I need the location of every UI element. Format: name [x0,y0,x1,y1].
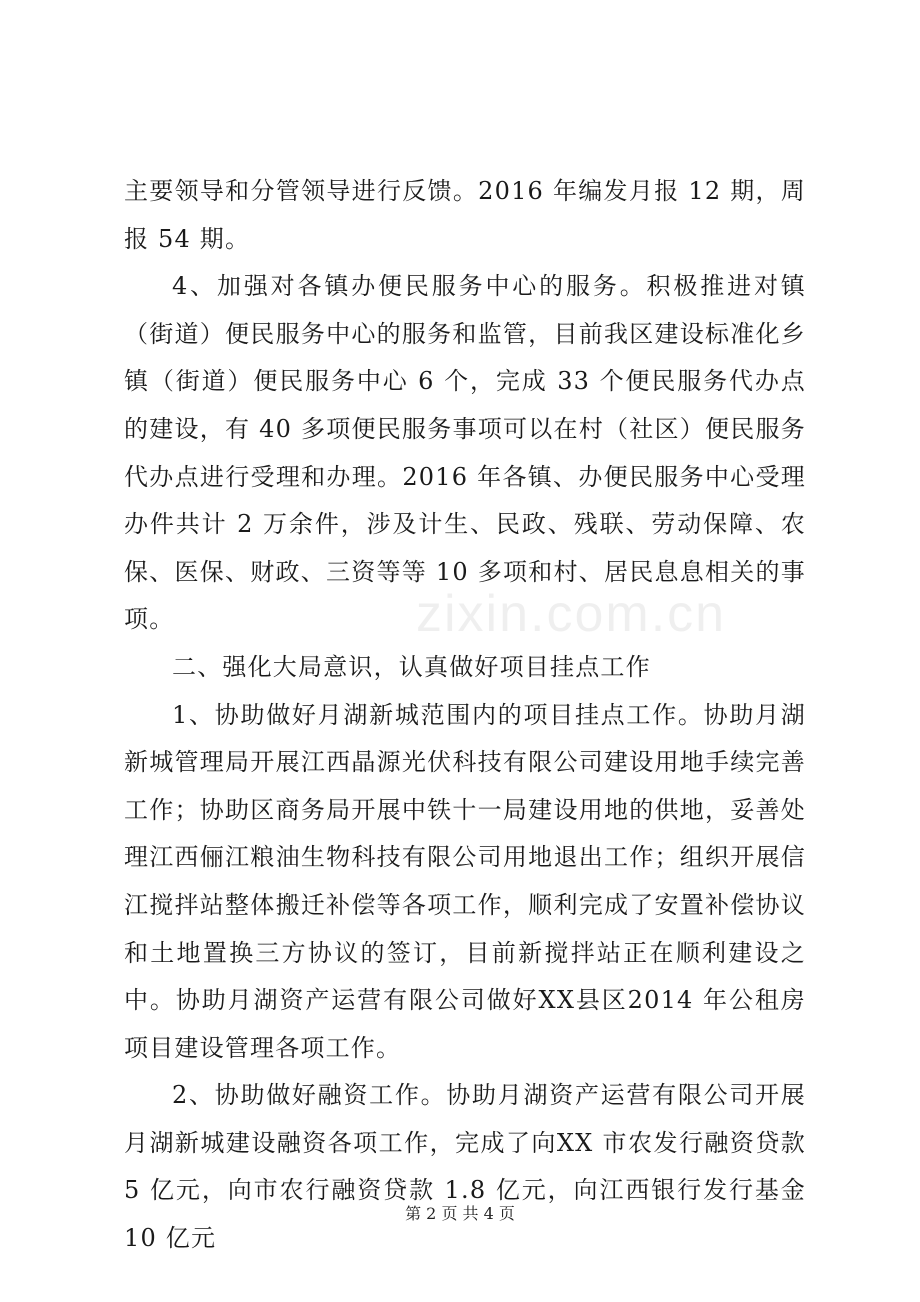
paragraph-project-assistance: 1、协助做好月湖新城范围内的项目挂点工作。协助月湖新城管理局开展江西晶源光伏科技有限公司建设用地手续完善工作；协助区商务局开展中铁十一局建设用地的供地，妥善处理江西俪江粮油生物科技有限公司用地退出工作；组织开展信江搅拌站整体搬迁补偿等各项工作，顺利完成了安置补偿协议和土地置换三方协议的签订，目前新搅拌站正在顺利建设之中。协助月湖资产运营有限公司做好XX县区2014 年公租房项目建设管理各项工作。 [124,700,806,1062]
paragraph-service-centers: 4、加强对各镇办便民服务中心的服务。积极推进对镇（街道）便民服务中心的服务和监管，目前我区建设标准化乡镇（街道）便民服务中心 6 个，完成 33 个便民服务代办点的建设，有 40 多项便民服务事项可以在村（社区）便民服务代办点进行受理和办理。2016 年各镇、办便民服务中心受理办件共计 2 万余件，涉及计生、民政、残联、劳动保障、农保、医保、财政、三资等等 10 多项和村、居民息息相关的事项。 [124,272,806,634]
paragraph-feedback: 主要领导和分管领导进行反馈。2016 年编发月报 12 期，周报 54 期。 [124,177,806,253]
section-heading-project-work: 二、强化大局意识，认真做好项目挂点工作 [172,652,651,681]
page-number-footer: 第 2 页 共 4 页 [405,1204,515,1223]
document-body [124,168,806,1263]
paragraph-financing: 2、协助做好融资工作。协助月湖资产运营有限公司开展月湖新城建设融资各项工作，完成了向XX 市农发行融资贷款 5 亿元，向市农行融资贷款 1.8 亿元，向江西银行发行基金 10 亿元 [124,1081,806,1253]
watermark: zixin.com.cn [416,585,727,643]
